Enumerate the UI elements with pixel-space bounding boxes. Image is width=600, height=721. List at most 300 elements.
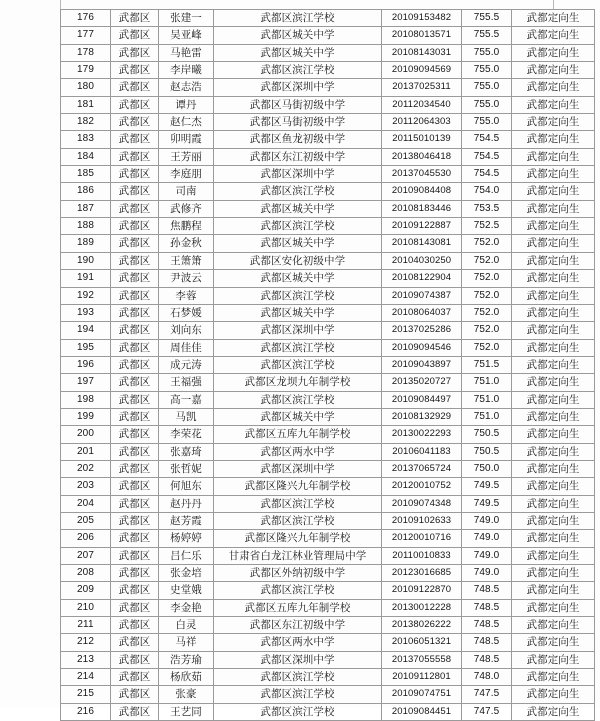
- cell-school: 武都区城关中学: [214, 304, 382, 321]
- cell-index: 182: [61, 114, 111, 131]
- cell-school: 武都区城关中学: [214, 44, 382, 61]
- cell-student-name: 司南: [159, 183, 214, 200]
- table-row: [61, 599, 595, 616]
- cell-exam-id: 20109074387: [382, 287, 462, 304]
- cell-exam-id: 20109084497: [382, 391, 462, 408]
- cell-total-score: 755.0: [462, 79, 512, 96]
- table-row: [61, 530, 595, 547]
- cell-total-score: 755.0: [462, 96, 512, 113]
- cell-exam-id: 20109094569: [382, 62, 462, 79]
- cell-total-score: 752.0: [462, 270, 512, 287]
- cell-school: 武都区滨江学校: [214, 10, 382, 27]
- cell-school: 武都区外纳初级中学: [214, 565, 382, 582]
- cell-exam-id: 20109084408: [382, 183, 462, 200]
- cell-exam-id: 20137055558: [382, 651, 462, 668]
- table-row: [61, 10, 595, 27]
- cell-region: 武都区: [111, 62, 159, 79]
- cell-student-name: 王艺同: [159, 703, 214, 720]
- cell-admission-category: 武都定向生: [512, 391, 595, 408]
- cell-school: 武都区城关中学: [214, 27, 382, 44]
- cell-total-score: 752.0: [462, 235, 512, 252]
- cell-admission-category: 武都定向生: [512, 270, 595, 287]
- cell-exam-id: 20112064303: [382, 114, 462, 131]
- cell-school: 武都区城关中学: [214, 200, 382, 217]
- cell-school: 武都区东江初级中学: [214, 148, 382, 165]
- cell-school: 武都区滨江学校: [214, 512, 382, 529]
- cell-exam-id: 20110010833: [382, 547, 462, 564]
- cell-index: 212: [61, 634, 111, 651]
- cell-region: 武都区: [111, 356, 159, 373]
- cell-school: 武都区龙坝九年制学校: [214, 374, 382, 391]
- cell-total-score: 752.5: [462, 218, 512, 235]
- cell-region: 武都区: [111, 582, 159, 599]
- cell-total-score: 752.0: [462, 304, 512, 321]
- cell-region: 武都区: [111, 339, 159, 356]
- cell-region: 武都区: [111, 166, 159, 183]
- cell-student-name: 李岸曦: [159, 62, 214, 79]
- cell-student-name: 成元涛: [159, 356, 214, 373]
- cell-total-score: 749.0: [462, 512, 512, 529]
- cell-exam-id: 20120010752: [382, 478, 462, 495]
- cell-index: 208: [61, 565, 111, 582]
- cell-student-name: 王福强: [159, 374, 214, 391]
- cell-admission-category: 武都定向生: [512, 148, 595, 165]
- cell-index: 214: [61, 669, 111, 686]
- cell-school: 武都区滨江学校: [214, 218, 382, 235]
- table-row: [61, 62, 595, 79]
- cell-student-name: 张哲妮: [159, 460, 214, 477]
- cell-exam-id: 20108122904: [382, 270, 462, 287]
- cell-school: 武都区五库九年制学校: [214, 599, 382, 616]
- cell-total-score: 750.5: [462, 443, 512, 460]
- cell-school: 武都区鱼龙初级中学: [214, 131, 382, 148]
- table-row: [61, 443, 595, 460]
- cell-index: 191: [61, 270, 111, 287]
- cell-index: 215: [61, 686, 111, 703]
- cell-region: 武都区: [111, 669, 159, 686]
- cell-total-score: 752.0: [462, 339, 512, 356]
- cell-school: 武都区滨江学校: [214, 686, 382, 703]
- cell-student-name: 武修齐: [159, 200, 214, 217]
- cell-school: 武都区深圳中学: [214, 166, 382, 183]
- cell-exam-id: 20137065724: [382, 460, 462, 477]
- cell-region: 武都区: [111, 478, 159, 495]
- cell-index: 197: [61, 374, 111, 391]
- cell-school: 武都区两水中学: [214, 443, 382, 460]
- cell-index: 213: [61, 651, 111, 668]
- cell-admission-category: 武都定向生: [512, 131, 595, 148]
- cell-student-name: 高一嘉: [159, 391, 214, 408]
- cell-admission-category: 武都定向生: [512, 10, 595, 27]
- cell-exam-id: 20135020727: [382, 374, 462, 391]
- table-row: [61, 79, 595, 96]
- cell-index: 198: [61, 391, 111, 408]
- cell-total-score: 754.5: [462, 148, 512, 165]
- cell-exam-id: 20112034540: [382, 96, 462, 113]
- cell-exam-id: 20138046418: [382, 148, 462, 165]
- cell-index: 204: [61, 495, 111, 512]
- cell-total-score: 749.5: [462, 495, 512, 512]
- cell-region: 武都区: [111, 530, 159, 547]
- table-row: [61, 148, 595, 165]
- cell-total-score: 752.0: [462, 252, 512, 269]
- cell-index: 207: [61, 547, 111, 564]
- cell-index: 187: [61, 200, 111, 217]
- cell-exam-id: 20109122887: [382, 218, 462, 235]
- cell-admission-category: 武都定向生: [512, 512, 595, 529]
- cell-admission-category: 武都定向生: [512, 530, 595, 547]
- cell-region: 武都区: [111, 547, 159, 564]
- cell-student-name: 吕仁乐: [159, 547, 214, 564]
- cell-admission-category: 武都定向生: [512, 79, 595, 96]
- cell-school: 武都区滨江学校: [214, 183, 382, 200]
- cell-index: 211: [61, 617, 111, 634]
- table-row: [61, 634, 595, 651]
- cell-total-score: 751.0: [462, 391, 512, 408]
- table-row: [61, 44, 595, 61]
- cell-region: 武都区: [111, 374, 159, 391]
- cell-admission-category: 武都定向生: [512, 166, 595, 183]
- cell-school: 武都区滨江学校: [214, 391, 382, 408]
- cell-exam-id: 20108183446: [382, 200, 462, 217]
- table-row: [61, 582, 595, 599]
- cell-total-score: 755.5: [462, 27, 512, 44]
- cell-exam-id: 20115010139: [382, 131, 462, 148]
- cell-school: 武都区城关中学: [214, 235, 382, 252]
- cell-admission-category: 武都定向生: [512, 374, 595, 391]
- cell-region: 武都区: [111, 304, 159, 321]
- cell-total-score: 750.5: [462, 426, 512, 443]
- table-row: [61, 617, 595, 634]
- table-row: [61, 686, 595, 703]
- cell-index: 178: [61, 44, 111, 61]
- cell-total-score: 748.5: [462, 582, 512, 599]
- cell-student-name: 卯明霞: [159, 131, 214, 148]
- cell-school: 武都区滨江学校: [214, 703, 382, 720]
- cell-admission-category: 武都定向生: [512, 235, 595, 252]
- cell-exam-id: 20130022293: [382, 426, 462, 443]
- cell-student-name: 刘向东: [159, 322, 214, 339]
- cell-student-name: 赵仁杰: [159, 114, 214, 131]
- cell-total-score: 748.5: [462, 651, 512, 668]
- cell-region: 武都区: [111, 96, 159, 113]
- cell-admission-category: 武都定向生: [512, 339, 595, 356]
- cell-exam-id: 20106051321: [382, 634, 462, 651]
- cell-student-name: 杨婷婷: [159, 530, 214, 547]
- cell-school: 武都区深圳中学: [214, 79, 382, 96]
- cell-index: 193: [61, 304, 111, 321]
- cell-admission-category: 武都定向生: [512, 582, 595, 599]
- cell-student-name: 马艳雷: [159, 44, 214, 61]
- cell-exam-id: 20109112801: [382, 669, 462, 686]
- cell-exam-id: 20123016685: [382, 565, 462, 582]
- table-row: [61, 304, 595, 321]
- cell-region: 武都区: [111, 287, 159, 304]
- cell-admission-category: 武都定向生: [512, 252, 595, 269]
- cell-school: 武都区滨江学校: [214, 582, 382, 599]
- cell-admission-category: 武都定向生: [512, 27, 595, 44]
- cell-total-score: 754.0: [462, 183, 512, 200]
- cell-index: 186: [61, 183, 111, 200]
- cell-admission-category: 武都定向生: [512, 114, 595, 131]
- cell-index: 196: [61, 356, 111, 373]
- cell-total-score: 754.5: [462, 166, 512, 183]
- cell-admission-category: 武都定向生: [512, 478, 595, 495]
- cell-exam-id: 20109122870: [382, 582, 462, 599]
- cell-index: 199: [61, 408, 111, 425]
- cell-admission-category: 武都定向生: [512, 599, 595, 616]
- cell-region: 武都区: [111, 408, 159, 425]
- cell-region: 武都区: [111, 148, 159, 165]
- cell-region: 武都区: [111, 703, 159, 720]
- cell-index: 216: [61, 703, 111, 720]
- cell-region: 武都区: [111, 252, 159, 269]
- cell-total-score: 747.5: [462, 686, 512, 703]
- cell-school: 武都区五库九年制学校: [214, 426, 382, 443]
- cell-exam-id: 20109094546: [382, 339, 462, 356]
- cell-total-score: 748.5: [462, 634, 512, 651]
- cell-exam-id: 20137025286: [382, 322, 462, 339]
- table-row: [61, 114, 595, 131]
- admission-roster-body: [61, 10, 595, 721]
- table-row: [61, 547, 595, 564]
- cell-index: 194: [61, 322, 111, 339]
- table-row: [61, 356, 595, 373]
- cell-region: 武都区: [111, 617, 159, 634]
- cell-region: 武都区: [111, 460, 159, 477]
- cell-region: 武都区: [111, 10, 159, 27]
- cell-student-name: 史堂娥: [159, 582, 214, 599]
- cell-admission-category: 武都定向生: [512, 686, 595, 703]
- cell-student-name: 李荣花: [159, 426, 214, 443]
- table-row: [61, 270, 595, 287]
- cell-index: 205: [61, 512, 111, 529]
- cell-admission-category: 武都定向生: [512, 651, 595, 668]
- cell-admission-category: 武都定向生: [512, 44, 595, 61]
- table-row: [61, 131, 595, 148]
- cell-region: 武都区: [111, 270, 159, 287]
- cell-total-score: 748.5: [462, 599, 512, 616]
- cell-student-name: 王芳丽: [159, 148, 214, 165]
- cell-admission-category: 武都定向生: [512, 218, 595, 235]
- cell-region: 武都区: [111, 426, 159, 443]
- cell-admission-category: 武都定向生: [512, 287, 595, 304]
- cell-region: 武都区: [111, 651, 159, 668]
- cell-index: 181: [61, 96, 111, 113]
- table-row: [61, 512, 595, 529]
- cell-index: 176: [61, 10, 111, 27]
- cell-student-name: 周佳佳: [159, 339, 214, 356]
- cell-student-name: 焦鹏程: [159, 218, 214, 235]
- cell-student-name: 杨欣茹: [159, 669, 214, 686]
- cell-admission-category: 武都定向生: [512, 408, 595, 425]
- cell-region: 武都区: [111, 686, 159, 703]
- admission-roster-table: [60, 9, 595, 721]
- cell-total-score: 754.5: [462, 131, 512, 148]
- cell-school: 武都区城关中学: [214, 408, 382, 425]
- cell-index: 195: [61, 339, 111, 356]
- cell-total-score: 748.0: [462, 669, 512, 686]
- cell-exam-id: 20120010716: [382, 530, 462, 547]
- cell-student-name: 何旭东: [159, 478, 214, 495]
- cell-exam-id: 20109074348: [382, 495, 462, 512]
- table-row: [61, 287, 595, 304]
- cell-region: 武都区: [111, 200, 159, 217]
- cell-exam-id: 20108064037: [382, 304, 462, 321]
- table-row: [61, 235, 595, 252]
- cell-school: 武都区马街初级中学: [214, 114, 382, 131]
- cell-student-name: 张嘉琦: [159, 443, 214, 460]
- cell-region: 武都区: [111, 443, 159, 460]
- table-row: [61, 460, 595, 477]
- cell-school: 武都区隆兴九年制学校: [214, 478, 382, 495]
- cell-exam-id: 20137025311: [382, 79, 462, 96]
- cell-student-name: 尹波云: [159, 270, 214, 287]
- cell-school: 武都区滨江学校: [214, 495, 382, 512]
- table-row: [61, 166, 595, 183]
- cell-student-name: 赵芳霞: [159, 512, 214, 529]
- cell-region: 武都区: [111, 218, 159, 235]
- cell-total-score: 749.5: [462, 478, 512, 495]
- cell-region: 武都区: [111, 512, 159, 529]
- cell-index: 188: [61, 218, 111, 235]
- cell-student-name: 李金艳: [159, 599, 214, 616]
- cell-total-score: 749.0: [462, 547, 512, 564]
- cell-exam-id: 20108013571: [382, 27, 462, 44]
- cell-admission-category: 武都定向生: [512, 547, 595, 564]
- cell-exam-id: 20130012228: [382, 599, 462, 616]
- cell-exam-id: 20138026222: [382, 617, 462, 634]
- cell-total-score: 755.5: [462, 10, 512, 27]
- cell-student-name: 李蓉: [159, 287, 214, 304]
- cell-student-name: 白灵: [159, 617, 214, 634]
- cell-student-name: 孙金秋: [159, 235, 214, 252]
- table-row: [61, 252, 595, 269]
- cell-total-score: 749.0: [462, 565, 512, 582]
- cell-student-name: 张建一: [159, 10, 214, 27]
- cell-total-score: 749.0: [462, 530, 512, 547]
- cell-total-score: 750.0: [462, 460, 512, 477]
- cell-admission-category: 武都定向生: [512, 304, 595, 321]
- cell-index: 206: [61, 530, 111, 547]
- table-row: [61, 703, 595, 720]
- cell-exam-id: 20109153482: [382, 10, 462, 27]
- cell-exam-id: 20109074751: [382, 686, 462, 703]
- cell-exam-id: 20109102633: [382, 512, 462, 529]
- cell-student-name: 赵丹丹: [159, 495, 214, 512]
- cell-school: 武都区滨江学校: [214, 339, 382, 356]
- table-row: [61, 391, 595, 408]
- cell-school: 武都区深圳中学: [214, 322, 382, 339]
- cell-exam-id: 20137045530: [382, 166, 462, 183]
- table-row: [61, 651, 595, 668]
- cell-admission-category: 武都定向生: [512, 617, 595, 634]
- cell-index: 210: [61, 599, 111, 616]
- cell-index: 202: [61, 460, 111, 477]
- cell-exam-id: 20109084451: [382, 703, 462, 720]
- cell-school: 武都区滨江学校: [214, 669, 382, 686]
- cell-total-score: 755.0: [462, 114, 512, 131]
- cell-admission-category: 武都定向生: [512, 356, 595, 373]
- table-row: [61, 218, 595, 235]
- cell-region: 武都区: [111, 495, 159, 512]
- cell-student-name: 赵志浩: [159, 79, 214, 96]
- cell-student-name: 马凯: [159, 408, 214, 425]
- cell-exam-id: 20108132929: [382, 408, 462, 425]
- cell-admission-category: 武都定向生: [512, 634, 595, 651]
- cell-total-score: 753.5: [462, 200, 512, 217]
- table-row: [61, 183, 595, 200]
- cell-region: 武都区: [111, 114, 159, 131]
- cell-total-score: 751.5: [462, 356, 512, 373]
- table-row: [61, 495, 595, 512]
- cell-student-name: 石梦媛: [159, 304, 214, 321]
- table-row: [61, 96, 595, 113]
- admission-roster-table-container: [60, 9, 580, 721]
- cell-index: 189: [61, 235, 111, 252]
- cell-admission-category: 武都定向生: [512, 62, 595, 79]
- cell-exam-id: 20106041183: [382, 443, 462, 460]
- cell-total-score: 751.0: [462, 374, 512, 391]
- cell-index: 177: [61, 27, 111, 44]
- table-row: [61, 426, 595, 443]
- cell-admission-category: 武都定向生: [512, 443, 595, 460]
- cell-index: 203: [61, 478, 111, 495]
- cell-school: 武都区安化初级中学: [214, 252, 382, 269]
- table-row: [61, 322, 595, 339]
- cell-region: 武都区: [111, 235, 159, 252]
- cell-index: 185: [61, 166, 111, 183]
- cell-school: 武都区滨江学校: [214, 356, 382, 373]
- cell-admission-category: 武都定向生: [512, 460, 595, 477]
- table-row: [61, 27, 595, 44]
- cell-region: 武都区: [111, 131, 159, 148]
- cell-school: 武都区深圳中学: [214, 651, 382, 668]
- cell-school: 武都区隆兴九年制学校: [214, 530, 382, 547]
- cell-admission-category: 武都定向生: [512, 183, 595, 200]
- cell-admission-category: 武都定向生: [512, 565, 595, 582]
- cell-total-score: 755.0: [462, 62, 512, 79]
- cell-school: 武都区两水中学: [214, 634, 382, 651]
- cell-school: 武都区深圳中学: [214, 460, 382, 477]
- cell-admission-category: 武都定向生: [512, 669, 595, 686]
- cell-school: 武都区东江初级中学: [214, 617, 382, 634]
- cell-region: 武都区: [111, 634, 159, 651]
- table-row: [61, 565, 595, 582]
- cell-index: 184: [61, 148, 111, 165]
- cell-index: 179: [61, 62, 111, 79]
- cell-index: 209: [61, 582, 111, 599]
- cell-region: 武都区: [111, 599, 159, 616]
- cell-index: 192: [61, 287, 111, 304]
- cell-index: 190: [61, 252, 111, 269]
- cell-total-score: 747.5: [462, 703, 512, 720]
- cell-school: 武都区马街初级中学: [214, 96, 382, 113]
- cell-index: 180: [61, 79, 111, 96]
- cell-index: 200: [61, 426, 111, 443]
- cell-student-name: 张金培: [159, 565, 214, 582]
- table-row: [61, 669, 595, 686]
- cell-region: 武都区: [111, 391, 159, 408]
- cell-region: 武都区: [111, 79, 159, 96]
- cell-school: 甘肃省白龙江林业管理局中学: [214, 547, 382, 564]
- cell-total-score: 748.5: [462, 617, 512, 634]
- cell-exam-id: 20108143031: [382, 44, 462, 61]
- cell-total-score: 752.0: [462, 287, 512, 304]
- cell-index: 201: [61, 443, 111, 460]
- table-row: [61, 339, 595, 356]
- cell-admission-category: 武都定向生: [512, 703, 595, 720]
